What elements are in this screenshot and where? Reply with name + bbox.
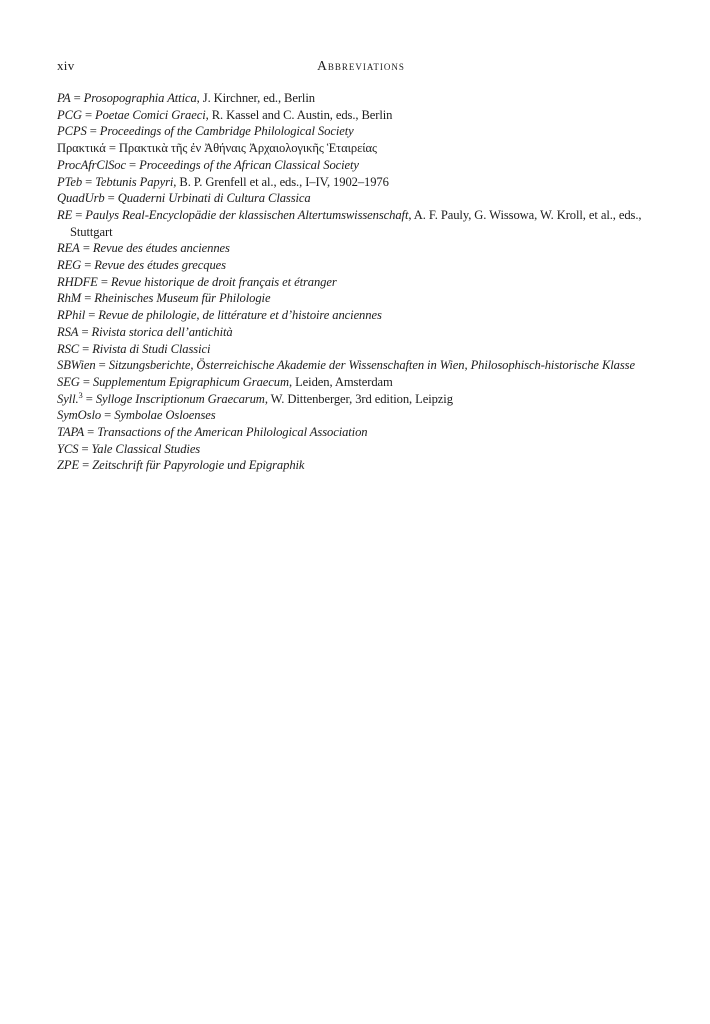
italic-text: ProcAfrClSoc — [57, 157, 126, 172]
abbreviation-entry — [57, 307, 700, 324]
entry-line — [57, 441, 700, 458]
roman-text: = — [81, 258, 95, 273]
entry-continuation-line — [57, 224, 700, 241]
italic-text: PA — [57, 91, 71, 105]
abbreviation-entry — [57, 407, 700, 424]
italic-text: RSC — [57, 341, 80, 356]
entry-line — [57, 290, 700, 307]
roman-text: = — [95, 358, 109, 373]
italic-text: Symbolae Osloenses — [114, 408, 216, 423]
roman-text: = — [85, 308, 99, 323]
italic-text: RPhil — [57, 308, 86, 323]
entry-line — [57, 207, 700, 224]
roman-text: = — [79, 374, 93, 389]
entry-line — [57, 457, 700, 474]
italic-text: Tebtunis Papyri — [95, 174, 174, 189]
roman-text: , W. Dittenberger, 3rd edition, Leipzig — [264, 391, 453, 406]
roman-text: , R. Kassel and C. Austin, eds., Berlin — [205, 107, 393, 122]
italic-text: SEG — [57, 374, 80, 389]
italic-text: QuadUrb — [57, 191, 105, 206]
abbreviation-entry — [57, 107, 700, 124]
abbreviation-entry — [57, 274, 700, 291]
roman-text: = — [78, 441, 92, 456]
entry-line — [57, 240, 700, 257]
roman-text: , B. P. Grenfell et al., eds., I–IV, 1902–1976 — [173, 174, 389, 189]
entry-line — [57, 424, 700, 441]
entry-line — [57, 123, 700, 140]
abbreviation-entry — [57, 174, 700, 191]
italic-text: Revue historique de droit français et étranger — [110, 274, 337, 289]
abbreviation-entry — [57, 190, 700, 207]
roman-text: = — [86, 124, 100, 139]
italic-text: RhM — [57, 291, 82, 306]
page-number: xiv — [57, 58, 75, 73]
roman-text: = — [104, 191, 118, 206]
entry-line — [57, 157, 700, 174]
roman-text: = — [78, 324, 92, 339]
abbreviation-entry — [57, 341, 700, 358]
abbreviation-entry — [57, 424, 700, 441]
italic-text: Transactions of the American Philological Association — [97, 425, 368, 440]
italic-text: TAPA — [57, 425, 85, 440]
italic-text: SBWien — [57, 358, 96, 373]
italic-text: Proceedings of the African Classical Society — [139, 157, 359, 172]
italic-text: Zeitschrift für Papyrologie und Epigraphik — [92, 458, 305, 473]
italic-text: REG — [57, 258, 82, 273]
abbreviation-entry — [57, 441, 700, 458]
entry-line — [57, 140, 700, 157]
abbreviation-entry — [57, 90, 700, 107]
abbreviation-entry — [57, 374, 700, 391]
abbreviation-entry — [57, 140, 700, 157]
italic-text: Quaderni Urbinati di Cultura Classica — [117, 191, 311, 206]
italic-text: Syll. — [57, 391, 79, 406]
italic-text: RSA — [57, 324, 79, 339]
entry-line — [57, 307, 700, 324]
roman-text: = — [126, 157, 140, 172]
italic-text: Sylloge Inscriptionum Graecarum — [95, 391, 265, 406]
entry-line — [57, 407, 700, 424]
entry-line — [57, 107, 700, 124]
entry-line — [57, 357, 700, 374]
italic-text: Rheinisches Museum für Philologie — [94, 291, 271, 306]
roman-text: = — [79, 341, 93, 356]
italic-text: Rivista di Studi Classici — [92, 341, 211, 356]
entry-line — [57, 257, 700, 274]
abbreviation-entry — [57, 290, 700, 307]
roman-text: = — [82, 174, 96, 189]
abbreviation-entry — [57, 123, 700, 140]
italic-text: Supplementum Epigraphicum Graecum — [92, 374, 289, 389]
roman-text: , Leiden, Amsterdam — [288, 374, 393, 389]
roman-text: = — [79, 458, 93, 473]
italic-text: Sitzungsberichte, Österreichische Akademie der Wissenschaften in Wien, Philosophisch-historische Klasse — [108, 358, 635, 373]
italic-text: Rivista storica dell’antichità — [91, 324, 233, 339]
italic-text: RE — [57, 207, 73, 222]
entry-line — [57, 324, 700, 341]
abbreviations-list — [57, 90, 700, 474]
abbreviation-entry — [57, 457, 700, 474]
abbreviation-entry — [57, 391, 700, 408]
running-head — [57, 58, 665, 76]
roman-text: = — [79, 241, 93, 256]
roman-text: Πρακτικά — [57, 141, 106, 156]
italic-text: Yale Classical Studies — [91, 441, 201, 456]
roman-text: = — [72, 207, 86, 222]
abbreviation-entry — [57, 357, 700, 374]
italic-text: SymOslo — [57, 408, 102, 423]
roman-text: , A. F. Pauly, G. Wissowa, W. Kroll, et al., eds., — [408, 207, 642, 222]
italic-text: PCPS — [57, 124, 87, 139]
roman-text: = — [81, 291, 95, 306]
roman-text: = — [70, 91, 84, 105]
entry-line — [57, 90, 700, 107]
entry-line — [57, 274, 700, 291]
entry-line — [57, 374, 700, 391]
italic-text: Prosopographia Attica — [83, 91, 197, 105]
entry-line — [57, 391, 700, 408]
abbreviation-entry — [57, 324, 700, 341]
superscript-text: 3 — [78, 389, 83, 400]
roman-text: = — [101, 408, 115, 423]
abbreviation-entry — [57, 157, 700, 174]
italic-text: PCG — [57, 107, 82, 122]
roman-text: Stuttgart — [70, 224, 113, 239]
abbreviation-entry — [57, 240, 700, 257]
italic-text: PTeb — [57, 174, 83, 189]
italic-text: Proceedings of the Cambridge Philological Society — [99, 124, 354, 139]
roman-text: = — [82, 391, 96, 406]
roman-text: Πρακτικὰ τῆς ἐν Ἀθήναις Ἀρχαιολογικῆς Ἑταιρείας — [118, 141, 377, 156]
italic-text: REA — [57, 241, 80, 256]
roman-text: = — [84, 425, 98, 440]
italic-text: Poetae Comici Graeci — [95, 107, 206, 122]
abbreviation-entry — [57, 207, 700, 240]
italic-text: YCS — [57, 441, 79, 456]
italic-text: Revue de philologie, de littérature et d’histoire anciennes — [98, 308, 382, 323]
italic-text: Revue des études grecques — [94, 258, 226, 273]
italic-text: ZPE — [57, 458, 80, 473]
entry-line — [57, 190, 700, 207]
italic-text: Revue des études anciennes — [92, 241, 230, 256]
running-head-title: Abbreviations — [317, 58, 405, 73]
abbreviation-entry — [57, 257, 700, 274]
roman-text: , J. Kirchner, ed., Berlin — [196, 91, 315, 105]
entry-line — [57, 174, 700, 191]
italic-text: RHDFE — [57, 274, 98, 289]
roman-text: = — [97, 274, 111, 289]
roman-text: = — [81, 107, 95, 122]
italic-text: Paulys Real-Encyclopädie der klassischen Altertumswissenschaft — [85, 207, 409, 222]
entry-line — [57, 341, 700, 358]
roman-text: = — [105, 141, 119, 156]
